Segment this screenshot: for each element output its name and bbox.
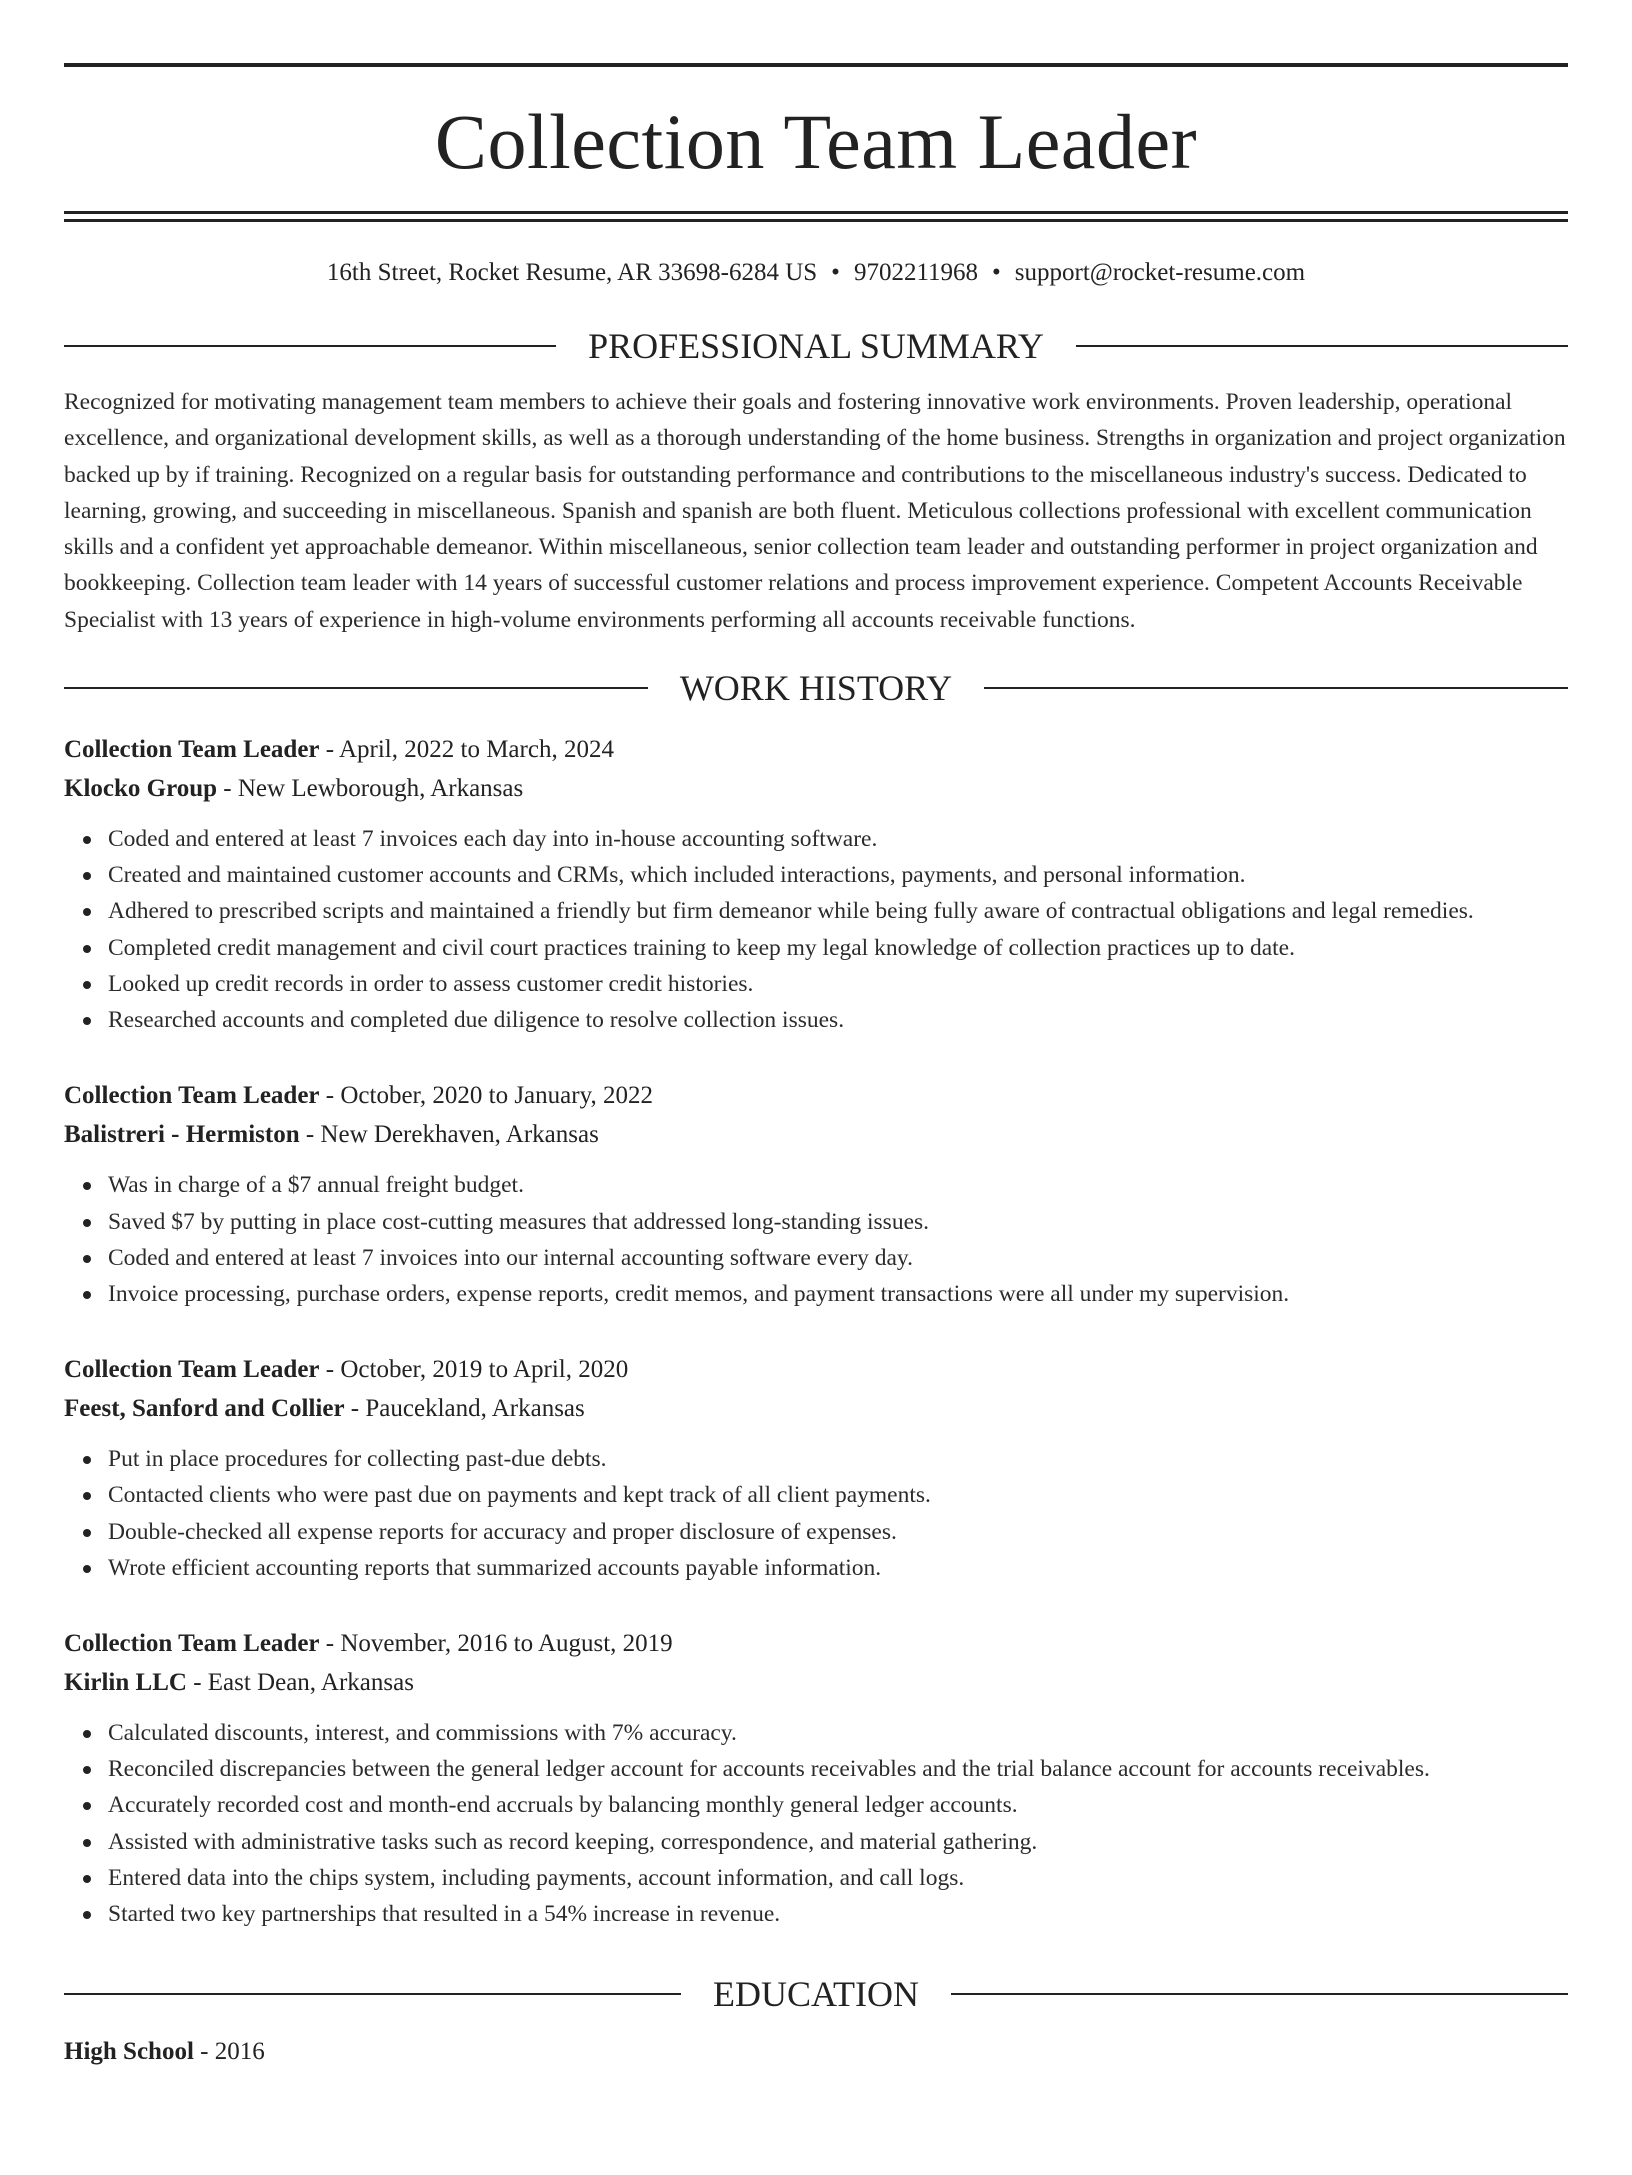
education-heading-title: EDUCATION	[713, 1974, 919, 2015]
job-bullet-item: Assisted with administrative tasks such as record keeping, correspondence, and material gathering.	[108, 1824, 1568, 1860]
contact-separator: •	[831, 259, 840, 286]
job-entry	[64, 1626, 1568, 1932]
job-bullet-item: Invoice processing, purchase orders, expense reports, credit memos, and payment transactions were all under my supervision.	[108, 1276, 1568, 1312]
job-location: - New Lewborough, Arkansas	[217, 775, 524, 803]
heading-rule-left	[64, 345, 556, 347]
education-degree: High School	[64, 2038, 194, 2066]
job-title-line	[64, 1626, 1568, 1662]
job-entry	[64, 732, 1568, 1038]
job-bullet-item: Looked up credit records in order to assess customer credit histories.	[108, 966, 1568, 1002]
job-bullet-item: Accurately recorded cost and month-end accruals by balancing monthly general ledger accounts.	[108, 1787, 1568, 1823]
job-title: Collection Team Leader	[64, 736, 320, 764]
job-company: Feest, Sanford and Collier	[64, 1395, 345, 1423]
heading-rule-left	[64, 1993, 681, 1995]
job-company-line	[64, 771, 1568, 807]
resume-name: Collection Team Leader	[434, 98, 1198, 185]
education-year: - 2016	[193, 2038, 265, 2066]
job-bullet-list	[64, 1715, 1568, 1932]
job-bullet-item: Saved $7 by putting in place cost-cutting measures that addressed long-standing issues.	[108, 1204, 1568, 1240]
contact-line	[64, 258, 1568, 288]
job-bullet-item: Completed credit management and civil court practices training to keep my legal knowledge of collection practices up to date.	[108, 930, 1568, 966]
job-title: Collection Team Leader	[64, 1629, 320, 1657]
job-bullet-item: Contacted clients who were past due on payments and kept track of all client payments.	[108, 1477, 1568, 1513]
top-rule	[64, 63, 1568, 67]
contact-phone[interactable]: 9702211968	[853, 259, 979, 286]
job-title-line	[64, 1078, 1568, 1114]
education-section-heading	[64, 1974, 1568, 2014]
job-bullet-list	[64, 1441, 1568, 1586]
job-location: - East Dean, Arkansas	[186, 1668, 414, 1696]
resume-page	[0, 63, 1632, 2175]
job-bullet-item: Double-checked all expense reports for accuracy and proper disclosure of expenses.	[108, 1514, 1568, 1550]
job-company-line	[64, 1117, 1568, 1153]
work-heading-title: WORK HISTORY	[679, 668, 953, 709]
contact-email[interactable]: support@rocket-resume.com	[1014, 259, 1306, 286]
job-title-line	[64, 1352, 1568, 1388]
job-bullet-item: Researched accounts and completed due diligence to resolve collection issues.	[108, 1002, 1568, 1038]
job-company: Kirlin LLC	[64, 1668, 187, 1696]
work-section-heading	[64, 668, 1568, 708]
job-title: Collection Team Leader	[64, 1082, 320, 1110]
job-bullet-item: Adhered to prescribed scripts and maintained a friendly but firm demeanor while being fully aware of contractual obligations and legal remedies.	[108, 893, 1568, 929]
job-bullet-item: Reconciled discrepancies between the general ledger account for accounts receivables and the trial balance account for accounts receivables.	[108, 1751, 1568, 1787]
job-dates: - November, 2016 to August, 2019	[319, 1629, 673, 1657]
heading-rule-right	[951, 1993, 1568, 1995]
job-bullet-item: Put in place procedures for collecting past-due debts.	[108, 1441, 1568, 1477]
job-bullet-list	[64, 821, 1568, 1038]
job-company-line	[64, 1391, 1568, 1427]
contact-separator: •	[992, 259, 1001, 286]
summary-text: Recognized for motivating management team members to achieve their goals and fostering innovative work environments. Proven leadership, operational excellence, and organizational development skills, as well as a thorough understanding of the home business. Strengths in organization and project organization backed up by if training. Recognized on a regular basis for outstanding performance and contributions to the miscellaneous industry's success. Dedicated to learning, growing, and succeeding in miscellaneous. Spanish and spanish are both fluent. Meticulous collections professional with excellent communication skills and a confident yet approachable demeanor. Within miscellaneous, senior collection team leader and outstanding performer in project organization and bookkeeping. Collection team leader with 14 years of successful customer relations and process improvement experience. Competent Accounts Receivable Specialist with 13 years of experience in high-volume environments performing all accounts receivable functions.	[64, 389, 1566, 633]
job-dates: - October, 2020 to January, 2022	[319, 1082, 653, 1110]
job-title: Collection Team Leader	[64, 1356, 320, 1384]
job-location: - Paucekland, Arkansas	[344, 1395, 585, 1423]
summary-heading-title: PROFESSIONAL SUMMARY	[588, 326, 1044, 366]
job-bullet-item: Coded and entered at least 7 invoices each day into in-house accounting software.	[108, 821, 1568, 857]
job-title-line	[64, 732, 1568, 768]
job-company: Klocko Group	[64, 775, 218, 803]
job-dates: - April, 2022 to March, 2024	[319, 736, 614, 764]
contact-address: 16th Street, Rocket Resume, AR 33698-6284 US	[326, 259, 818, 286]
job-bullet-item: Calculated discounts, interest, and commissions with 7% accuracy.	[108, 1715, 1568, 1751]
double-rule	[64, 211, 1568, 222]
job-bullet-item: Coded and entered at least 7 invoices into our internal accounting software every day.	[108, 1240, 1568, 1276]
education-entry	[64, 2034, 1568, 2070]
job-bullet-item: Entered data into the chips system, including payments, account information, and call logs.	[108, 1860, 1568, 1896]
job-dates: - October, 2019 to April, 2020	[319, 1356, 629, 1384]
job-location: - New Derekhaven, Arkansas	[299, 1121, 599, 1149]
summary-section-heading	[64, 326, 1568, 366]
job-bullet-item: Wrote efficient accounting reports that summarized accounts payable information.	[108, 1550, 1568, 1586]
job-bullet-item: Created and maintained customer accounts and CRMs, which included interactions, payments, and personal information.	[108, 857, 1568, 893]
job-bullet-item: Was in charge of a $7 annual freight budget.	[108, 1167, 1568, 1203]
job-entry	[64, 1078, 1568, 1312]
work-history-list	[64, 732, 1568, 1932]
heading-rule-right	[984, 687, 1568, 689]
job-bullet-item: Started two key partnerships that resulted in a 54% increase in revenue.	[108, 1896, 1568, 1932]
job-company-line	[64, 1665, 1568, 1701]
job-entry	[64, 1352, 1568, 1586]
heading-rule-right	[1076, 345, 1568, 347]
job-company: Balistreri - Hermiston	[64, 1121, 300, 1149]
job-bullet-list	[64, 1167, 1568, 1312]
heading-rule-left	[64, 687, 648, 689]
